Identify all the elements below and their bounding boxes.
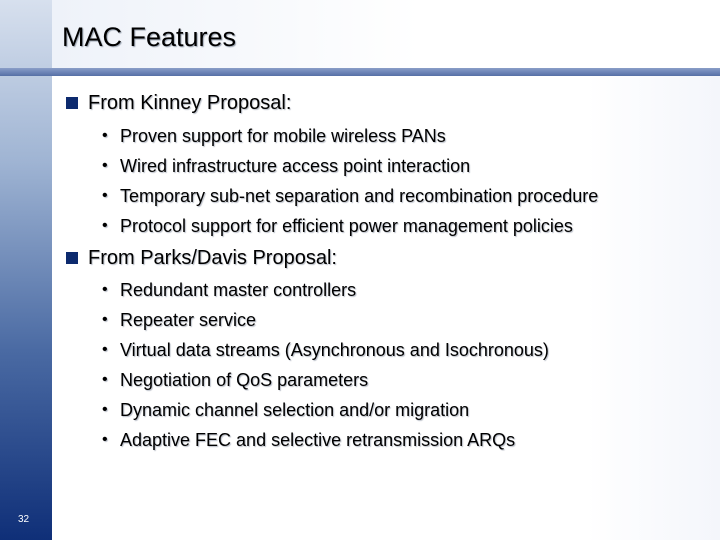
list-item-text: Redundant master controllers: [120, 280, 357, 300]
list-item: [66, 395, 706, 425]
bullet-list: [66, 275, 706, 455]
list-item-text: Temporary sub-net separation and recombination procedure: [120, 186, 599, 206]
dot-bullet-icon: •: [102, 217, 108, 234]
section-heading-label: From Parks/Davis Proposal:: [88, 246, 337, 269]
page-number: 32: [18, 514, 30, 525]
dot-bullet-icon: •: [102, 401, 108, 418]
list-item: [66, 211, 706, 241]
section-heading-label: From Kinney Proposal:: [88, 91, 292, 114]
dot-bullet-icon: •: [102, 187, 108, 204]
list-item-text: Adaptive FEC and selective retransmission ARQs: [120, 430, 516, 450]
list-item-text: Protocol support for efficient power management policies: [120, 216, 573, 236]
list-item: [66, 305, 706, 335]
bullet-list: [66, 121, 706, 241]
dot-bullet-icon: •: [102, 311, 108, 328]
list-item: [66, 425, 706, 455]
list-item-text: Wired infrastructure access point interaction: [120, 156, 471, 176]
square-bullet-icon: [66, 97, 78, 109]
dot-bullet-icon: •: [102, 157, 108, 174]
dot-bullet-icon: •: [102, 431, 108, 448]
left-gradient-bar: [0, 0, 52, 540]
list-item-text: Negotiation of QoS parameters: [120, 370, 369, 390]
list-item: [66, 151, 706, 181]
list-item: [66, 181, 706, 211]
dot-bullet-icon: •: [102, 371, 108, 388]
dot-bullet-icon: •: [102, 341, 108, 358]
square-bullet-icon: [66, 252, 78, 264]
section-parks-davis: [66, 243, 706, 455]
list-item: [66, 275, 706, 305]
slide-title: MAC Features: [62, 22, 237, 52]
list-item-text: Proven support for mobile wireless PANs: [120, 126, 446, 146]
list-item: [66, 335, 706, 365]
section-heading: [66, 243, 706, 273]
title-divider: [0, 68, 720, 76]
list-item-text: Dynamic channel selection and/or migration: [120, 400, 470, 420]
dot-bullet-icon: •: [102, 127, 108, 144]
section-kinney: [66, 88, 706, 241]
list-item: [66, 121, 706, 151]
section-heading: [66, 88, 706, 118]
list-item-text: Virtual data streams (Asynchronous and Isochronous): [120, 340, 549, 360]
dot-bullet-icon: •: [102, 281, 108, 298]
list-item: [66, 365, 706, 395]
list-item-text: Repeater service: [120, 310, 257, 330]
